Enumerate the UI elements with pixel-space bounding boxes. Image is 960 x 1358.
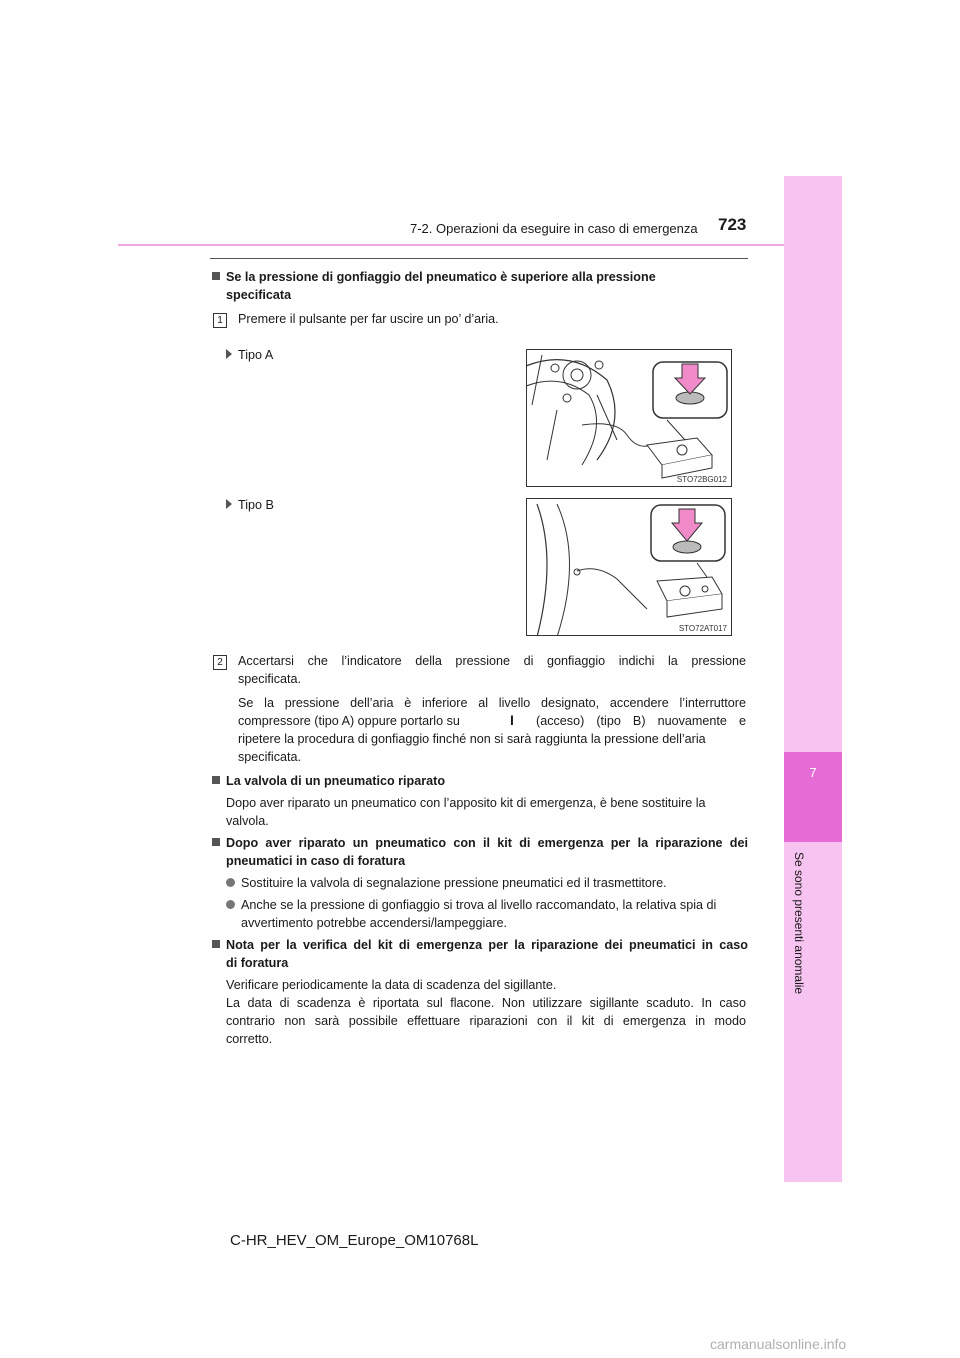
after-repair-bullet2: Anche se la pressione di gonfiaggio si trova al livello raccomandato, la relativa spia di [226, 896, 716, 914]
section-heading-pressure-high-cont: specificata [226, 288, 292, 302]
triangle-bullet-icon [226, 349, 232, 359]
section-heading-check-note: Nota per la verifica del kit di emergenza per la riparazione dei pneumatici in caso [212, 936, 748, 954]
compressor-type-b-illustration [527, 499, 732, 636]
section-title: 7-2. Operazioni da eseguire in caso di emergenza [410, 221, 698, 236]
square-bullet-icon [212, 940, 220, 948]
square-bullet-icon [212, 272, 220, 280]
note-line2b: (acceso) (tipo B) nuovamente e [536, 714, 746, 728]
square-bullet-icon [212, 838, 220, 846]
section-heading-after-repair-cont: pneumatici in caso di foratura [226, 854, 406, 868]
section-heading-valve: La valvola di un pneumatico riparato [212, 772, 445, 790]
figure-code-a: STO72BG012 [676, 475, 727, 484]
page-number: 723 [718, 215, 747, 234]
step-number-box: 1 [213, 313, 227, 328]
content-rule [210, 258, 748, 259]
type-b-label: Tipo B [226, 496, 274, 514]
square-bullet-icon [212, 776, 220, 784]
step-number-box: 2 [213, 655, 227, 670]
note-line4: specificata. [238, 750, 301, 764]
step-1-text: Premere il pulsante per far uscire un po’ d’aria. [238, 312, 499, 326]
type-a-label: Tipo A [226, 346, 273, 364]
chapter-title: Se sono presenti anomalie [792, 852, 806, 995]
check-note-line4: corretto. [226, 1032, 273, 1046]
valve-text-line1: Dopo aver riparato un pneumatico con l’apposito kit di emergenza, è bene sostituire la [226, 796, 706, 810]
section-heading-check-note-cont: di foratura [226, 956, 289, 970]
check-note-line2: La data di scadenza è riportata sul flacone. Non utilizzare sigillante scaduto. In caso [226, 996, 746, 1010]
after-repair-bullet1: Sostituire la valvola di segnalazione pressione pneumatici ed il trasmettitore. [226, 874, 667, 892]
note-line3: ripetere la procedura di gonfiaggio finché non si sarà raggiunta la pressione dell’aria [238, 732, 706, 746]
figure-code-b: STO72AT017 [678, 624, 727, 633]
step-2-text-line1: Accertarsi che l’indicatore della pressione di gonfiaggio indichi la pressione [238, 654, 746, 668]
figure-type-b [526, 498, 732, 636]
valve-text-line2: valvola. [226, 814, 269, 828]
check-note-line3: contrario non sarà possibile effettuare riparazioni con il kit di emergenza in modo [226, 1014, 746, 1028]
figure-type-a [526, 349, 732, 487]
switch-on-symbol: I [510, 712, 514, 728]
chapter-number: 7 [809, 765, 817, 780]
triangle-bullet-icon [226, 499, 232, 509]
after-repair-bullet2-cont: avvertimento potrebbe accendersi/lampeggiare. [241, 916, 508, 930]
section-heading-pressure-high: Se la pressione di gonfiaggio del pneumatico è superiore alla pressione [212, 268, 748, 286]
note-line2a: compressore (tipo A) oppure portarlo su [238, 714, 460, 728]
note-line1: Se la pressione dell’aria è inferiore al livello designato, accendere l’interruttore [238, 696, 746, 710]
round-bullet-icon [226, 878, 235, 887]
round-bullet-icon [226, 900, 235, 909]
step-2-text-line2: specificata. [238, 672, 301, 686]
chapter-number-tab [784, 752, 842, 842]
step-2 [213, 652, 227, 670]
compressor-type-a-illustration [527, 350, 732, 487]
watermark: carmanualsonline.info [710, 1336, 847, 1352]
header-rule [118, 244, 784, 246]
step-1 [213, 310, 227, 328]
section-heading-after-repair: Dopo aver riparato un pneumatico con il kit di emergenza per la riparazione dei [212, 834, 748, 852]
document-footer: C-HR_HEV_OM_Europe_OM10768L [230, 1232, 479, 1249]
check-note-line1: Verificare periodicamente la data di scadenza del sigillante. [226, 978, 557, 992]
chapter-side-tab [784, 176, 842, 1182]
